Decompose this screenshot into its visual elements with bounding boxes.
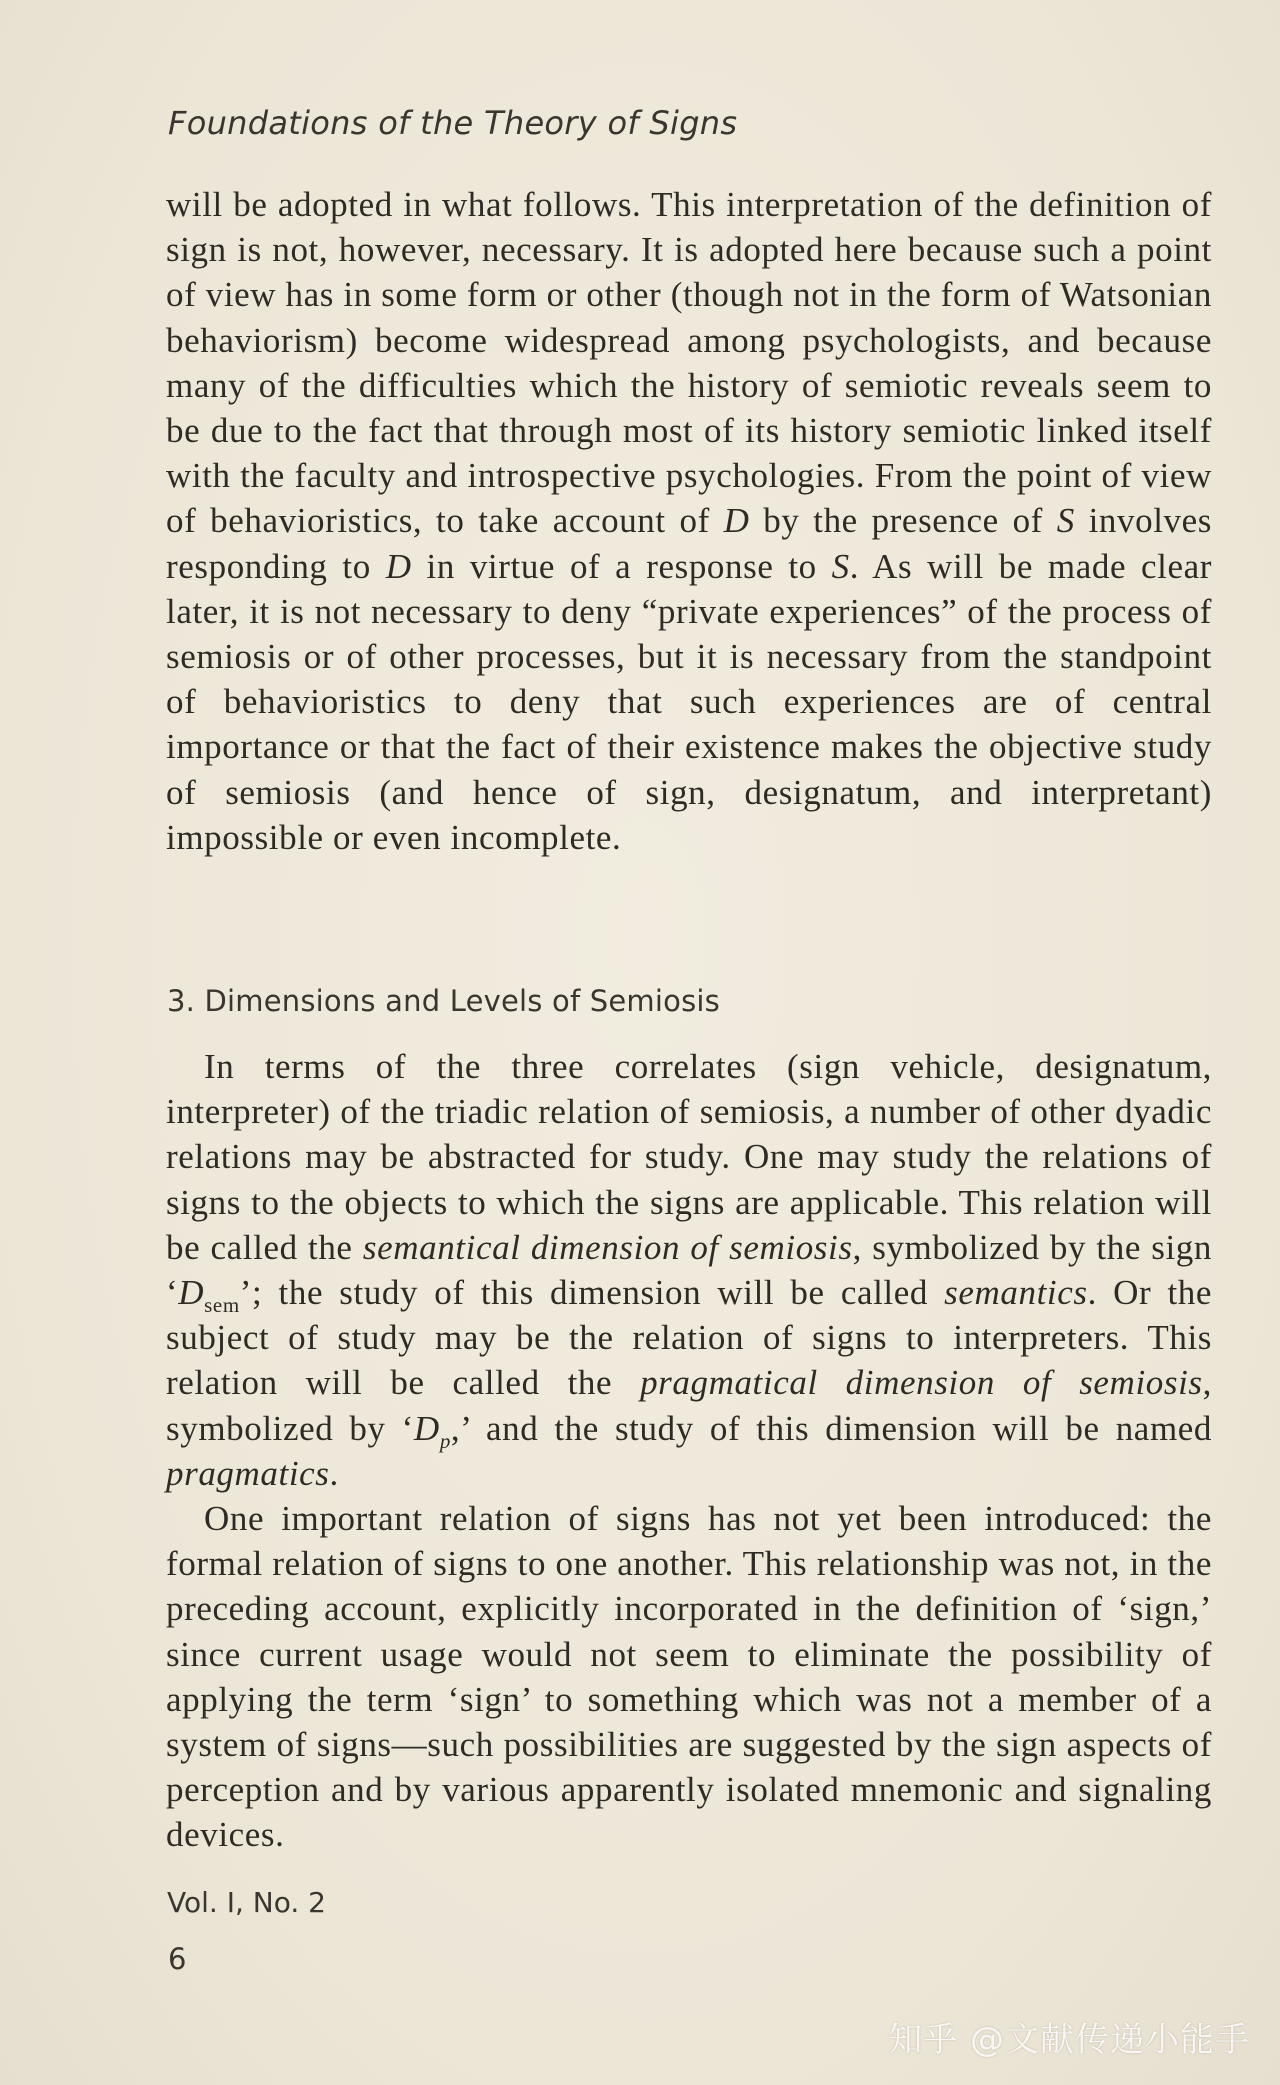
italic-text: pragmatics bbox=[166, 1453, 330, 1493]
italic-text: pragmatical dimension of semiosis bbox=[640, 1363, 1203, 1403]
italic-text: semantics bbox=[944, 1273, 1088, 1313]
text-run: . bbox=[329, 1453, 339, 1493]
text-run: , symbolized by ‘ bbox=[166, 1363, 1212, 1448]
watermark: 知乎 @文献传递小能手 bbox=[888, 2020, 1250, 2060]
paragraph-text bbox=[166, 1496, 1212, 1858]
page-number: 6 bbox=[168, 1942, 187, 1976]
italic-text: D bbox=[723, 501, 750, 541]
italic-text: semantical dimension of semiosis bbox=[362, 1227, 853, 1267]
text-run: in virtue of a response to bbox=[411, 546, 832, 586]
footer-volume: Vol. I, No. 2 bbox=[167, 1886, 326, 1919]
text-run: ’; the study of this dimension will be called bbox=[239, 1273, 945, 1313]
text-run: One important relation of signs has not yet been introduced: the formal relation of signs to one another. This relationship was not, in the preceding account, explicitly incorporated in the definition of ‘sign,’ since current usage would not seem to eliminate the possibility of applying the term ‘sign’ to something which was not a member of a system of signs—such possibilities are suggested by the sign aspects of perception and by various apparently isolated mnemonic and signaling devices. bbox=[166, 1499, 1212, 1855]
italic-text: S bbox=[831, 546, 850, 586]
italic-text: D bbox=[413, 1408, 440, 1448]
italic-text: D bbox=[385, 546, 412, 586]
paragraph-text bbox=[166, 1044, 1212, 1496]
text-run: by the presence of bbox=[749, 501, 1057, 541]
text-run: In terms of the three correlates (sign vehicle, designatum, interpreter) of the triadic relation of semiosis, a number of other dyadic relations may be abstracted for study. One may study the relations of signs to the objects to which the signs are applicable. This relation will be called the bbox=[166, 1047, 1212, 1267]
italic-text: S bbox=[1056, 501, 1075, 541]
section-heading: 3. Dimensions and Levels of Semiosis bbox=[167, 984, 720, 1018]
body-paragraph-3 bbox=[166, 1496, 1212, 1858]
text-run: will be adopted in what follows. This interpretation of the definition of sign is not, however, necessary. It is adopted here because such a point of view has in some form or other (though not in the form of Watsonian behaviorism) become widespread among psychologists, and because many of the difficulties which the history of semiotic reveals seem to be due to the fact that through most of its history semiotic linked itself with the faculty and introspective psychologies. From the point of view of behavioristics, to take account of bbox=[166, 185, 1212, 541]
text-run: . As will be made clear later, it is not necessary to deny “private experiences” of the process of semiosis or of other processes, but it is necessary from the standpoint of behavioristics to deny that such experiences are of central importance or that the fact of their existence makes the objective study of semiosis (and hence of sign, designatum, and interpretant) impossible or even incomplete. bbox=[166, 546, 1212, 857]
text-run: involves responding to bbox=[166, 501, 1212, 586]
text-run: ,’ and the study of this dimension will be named bbox=[450, 1408, 1212, 1448]
text-run: . Or the subject of study may be the relation of signs to interpreters. This relation will be called the bbox=[166, 1273, 1213, 1403]
text-run: , symbolized by the sign ‘ bbox=[166, 1227, 1213, 1313]
running-head: Foundations of the Theory of Signs bbox=[168, 104, 738, 142]
body-paragraph-1 bbox=[166, 182, 1212, 860]
paragraph-text bbox=[166, 182, 1212, 860]
body-paragraph-2 bbox=[166, 1044, 1212, 1496]
italic-text: D bbox=[178, 1273, 205, 1313]
subscript-text: p bbox=[439, 1428, 451, 1453]
subscript-text: sem bbox=[204, 1293, 240, 1318]
